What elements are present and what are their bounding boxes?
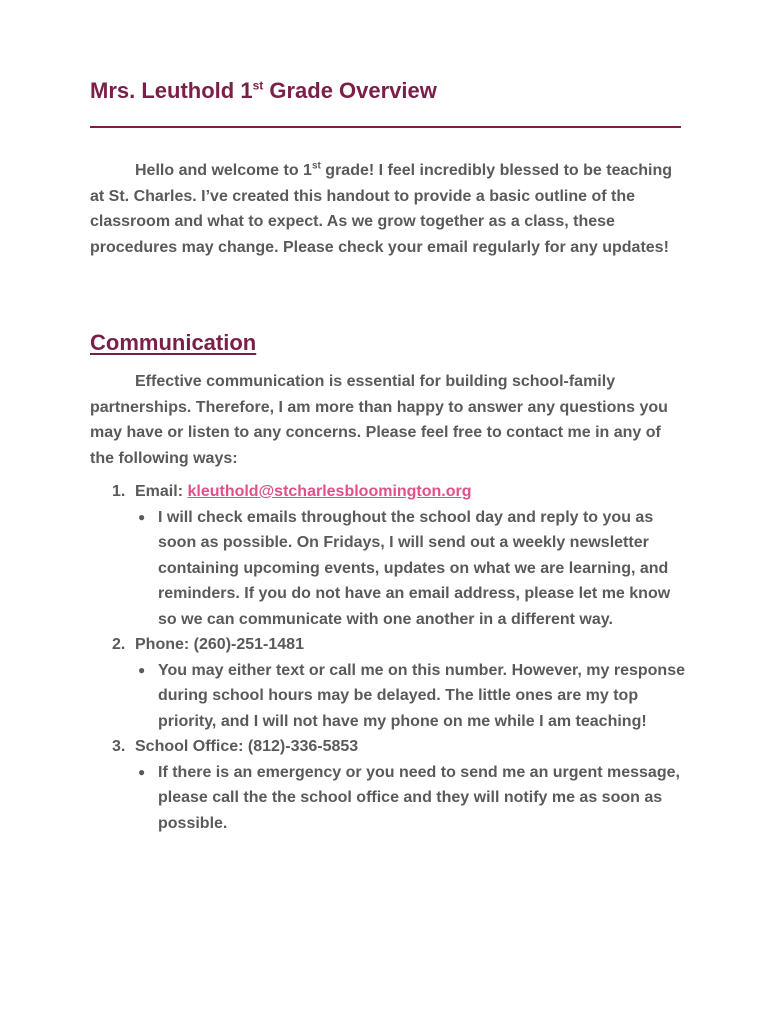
list-item-school-office [90,734,690,836]
bullet-dot-icon: ● [138,764,146,779]
title-superscript: st [252,78,264,93]
title-main: Mrs. Leuthold 1 [90,78,253,103]
list-item-email [90,479,690,632]
communication-heading: Communication [90,330,257,355]
list-item-phone [90,632,690,734]
bullet-item [135,505,688,633]
intro-part2: grade! I feel incredibly blessed to be teaching at St. Charles. I’ve created this handout to provide a basic outline of the classroom and what to expect. As we grow together as a class, these procedures may change. Please check your email regularly for any updates! [90,162,673,256]
bullet-text: I will check emails throughout the school day and reply to you as soon as possible. On Fridays, I will send out a weekly newsletter containing upcoming events, updates on what we are learning, and reminders. If you do not have an email address, please let me know so we can communicate with one another in a different way. [158,508,671,628]
communication-paragraph: Effective communication is essential for building school-family partnerships. Therefore, I am more than happy to answer any questions you may have or listen to any concerns. Please feel free to contact me in any of the following ways: [90,373,668,467]
bullet-item [135,760,688,837]
list-number: 1. [112,483,126,500]
email-label: Email: [135,483,188,500]
intro-part1: Hello and welcome to 1 [135,162,312,179]
school-office-label: School Office: (812)-336-5853 [135,738,359,755]
list-number: 2. [112,636,126,653]
bullet-dot-icon: ● [138,662,146,677]
email-link[interactable]: kleuthold@stcharlesbloomington.org [187,483,472,500]
list-number: 3. [112,738,126,755]
intro-superscript: st [311,160,321,172]
title-rest: Grade Overview [263,78,437,103]
bullet-text: If there is an emergency or you need to send me an urgent message, please call the the school office and they will notify me as soon as possible. [158,763,680,832]
bullet-text: You may either text or call me on this number. However, my response during school hours may be delayed. The little ones are my top priority, and I will not have my phone on me while I am teaching! [158,661,685,730]
title-divider [90,126,681,128]
intro-paragraph [90,158,680,260]
page-title [90,78,437,104]
phone-bullets [135,658,690,735]
phone-label: Phone: (260)-251-1481 [135,636,304,653]
email-bullets [135,505,690,633]
bullet-dot-icon: ● [138,509,146,524]
school-office-bullets [135,760,690,837]
bullet-item [135,658,688,735]
contact-methods-list [90,479,690,836]
